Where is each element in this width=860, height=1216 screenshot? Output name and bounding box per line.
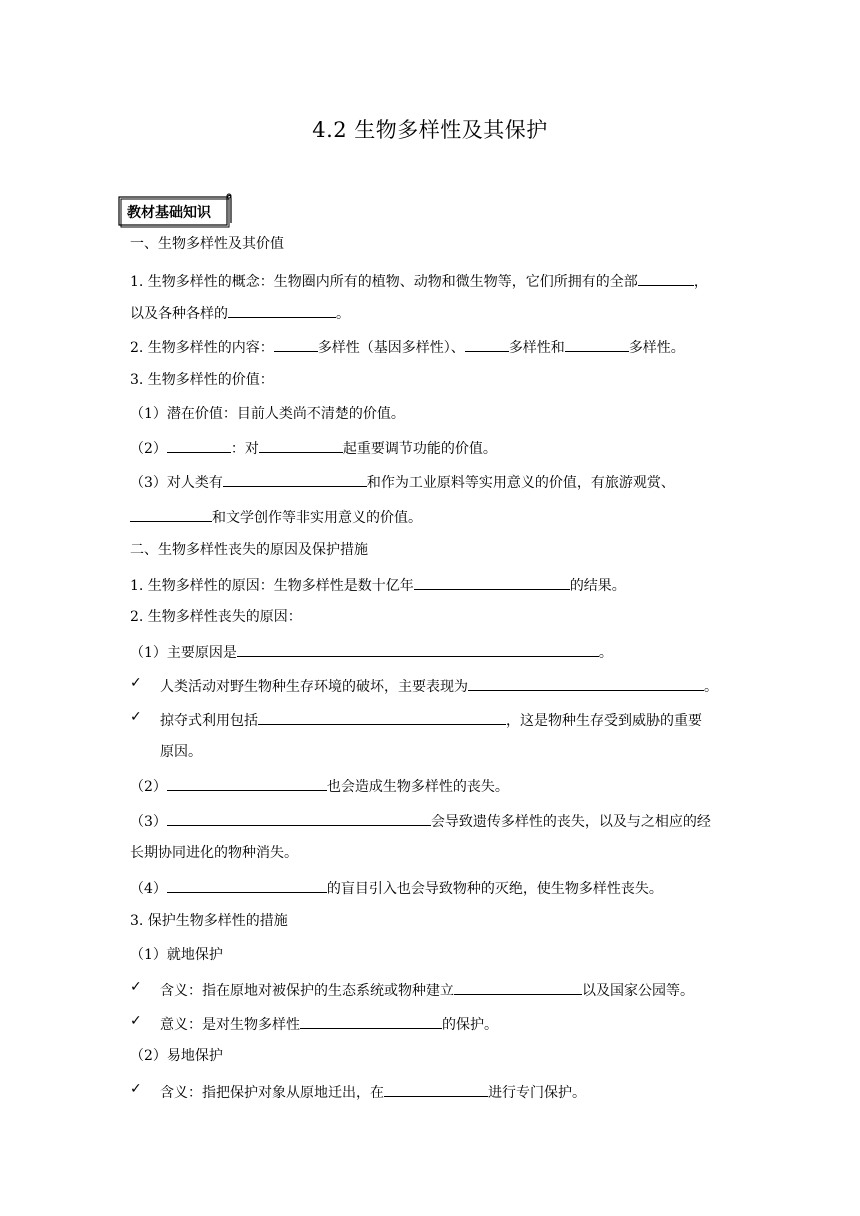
- in-situ-heading: [130, 945, 740, 965]
- text: 的盲目引入也会导致物种的灭绝，使生物多样性丧失。: [326, 881, 663, 897]
- heading-2: [130, 540, 740, 560]
- section-tag-label: 教材基础知识: [127, 205, 211, 221]
- text: （3）: [130, 814, 167, 830]
- answer-blank[interactable]: [130, 506, 212, 522]
- answer-blank[interactable]: [259, 437, 343, 453]
- ex-situ-meaning: [160, 1081, 740, 1101]
- text: 3. 生物多样性的价值：: [130, 372, 274, 388]
- text: （1）主要原因是: [130, 645, 237, 661]
- reason-4: [130, 877, 740, 897]
- answer-blank[interactable]: [465, 336, 509, 352]
- text: 原因。: [160, 744, 202, 760]
- text: （1）潜在价值：目前人类尚不清楚的价值。: [130, 406, 405, 422]
- text: 掠夺式利用包括: [160, 713, 258, 729]
- answer-blank[interactable]: [565, 336, 629, 352]
- text: 人类活动对野生物种生存环境的破坏，主要表现为: [160, 679, 468, 695]
- reason-3-cont: [130, 843, 740, 863]
- text: 会导致遗传多样性的丧失，以及与之相应的经: [430, 814, 711, 830]
- answer-blank[interactable]: [228, 302, 336, 318]
- answer-blank[interactable]: [274, 336, 318, 352]
- answer-blank[interactable]: [258, 709, 506, 725]
- text: 3. 保护生物多样性的措施: [130, 913, 288, 929]
- item-1-cont: [130, 302, 740, 322]
- text: 2. 生物多样性的内容：: [130, 340, 274, 356]
- value-2: [130, 437, 740, 457]
- answer-blank[interactable]: [384, 1081, 488, 1097]
- text: 含义：指把保护对象从原地迁出，在: [160, 1085, 384, 1101]
- heading-1: [130, 234, 740, 254]
- text: 2. 生物多样性丧失的原因：: [130, 609, 302, 625]
- item-2: [130, 336, 740, 356]
- text: 。: [704, 679, 718, 695]
- text: 含义：指在原地对被保护的生态系统或物种建立: [160, 983, 454, 999]
- text: （3）对人类有: [130, 475, 223, 491]
- measures-heading: [130, 911, 740, 931]
- text: 和作为工业原料等实用意义的价值，有旅游观赏、: [366, 475, 675, 491]
- item-1: [130, 270, 740, 290]
- value-3-cont: [130, 506, 740, 526]
- cause-2: [130, 607, 740, 627]
- text: 。: [598, 645, 613, 661]
- text: 1. 生物多样性的概念：生物圈内所有的植物、动物和微生物等，它们所拥有的全部: [130, 274, 638, 290]
- text: 的保护。: [442, 1017, 498, 1033]
- cause-1: [130, 574, 740, 594]
- reason-3: [130, 810, 740, 830]
- section-tag: [117, 193, 231, 227]
- text: 的结果。: [569, 578, 626, 594]
- check-mark-icon: ✓: [130, 979, 142, 995]
- text: 1. 生物多样性的原因：生物多样性是数十亿年: [130, 578, 414, 594]
- text: 起重要调节功能的价值。: [342, 441, 497, 457]
- text: 也会造成生物多样性的丧失。: [326, 779, 509, 795]
- item-3: [130, 370, 740, 390]
- heading-1-text: 一、生物多样性及其价值: [130, 236, 284, 252]
- answer-blank[interactable]: [167, 775, 327, 791]
- text: （2）: [130, 779, 167, 795]
- text: ：对: [230, 441, 259, 457]
- answer-blank[interactable]: [237, 641, 599, 657]
- value-1: [130, 404, 740, 424]
- answer-blank[interactable]: [167, 877, 327, 893]
- answer-blank[interactable]: [300, 1013, 442, 1029]
- reason-2: [130, 775, 740, 795]
- bullet-1: [160, 675, 740, 695]
- ex-situ-heading: [130, 1046, 740, 1066]
- value-3: [130, 471, 740, 491]
- text: （4）: [130, 881, 167, 897]
- text: （2）: [130, 441, 167, 457]
- heading-2-text: 二、生物多样性丧失的原因及保护措施: [130, 542, 368, 558]
- answer-blank[interactable]: [167, 437, 231, 453]
- text: ，这是物种生存受到威胁的重要: [506, 713, 702, 729]
- text: 多样性。: [628, 340, 685, 356]
- text: 意义：是对生物多样性: [160, 1017, 300, 1033]
- text: ，: [693, 274, 708, 290]
- check-mark-icon: ✓: [130, 1081, 142, 1097]
- in-situ-significance: [160, 1013, 740, 1033]
- answer-blank[interactable]: [223, 471, 367, 487]
- text: 多样性和: [508, 340, 565, 356]
- answer-blank[interactable]: [167, 810, 431, 826]
- page-title: 4.2 生物多样性及其保护: [312, 118, 548, 142]
- text: （2）易地保护: [130, 1048, 223, 1064]
- check-mark-icon: ✓: [130, 675, 142, 691]
- answer-blank[interactable]: [638, 270, 694, 286]
- answer-blank[interactable]: [468, 675, 704, 691]
- check-mark-icon: ✓: [130, 1013, 142, 1029]
- text: 以及国家公园等。: [582, 983, 694, 999]
- text: 。: [336, 306, 350, 322]
- check-mark-icon: ✓: [130, 709, 142, 725]
- reason-1: [130, 641, 740, 661]
- answer-blank[interactable]: [454, 979, 582, 995]
- answer-blank[interactable]: [414, 574, 570, 590]
- text: 和文学创作等非实用意义的价值。: [212, 510, 422, 526]
- text: （1）就地保护: [130, 947, 223, 963]
- text: 多样性（基因多样性）、: [317, 340, 465, 356]
- text: 以及各种各样的: [130, 306, 228, 322]
- text: 长期协同进化的物种消失。: [130, 845, 298, 861]
- in-situ-meaning: [160, 979, 740, 999]
- text: 进行专门保护。: [488, 1085, 586, 1101]
- bullet-2-cont: [160, 742, 740, 762]
- bullet-2: [160, 709, 740, 729]
